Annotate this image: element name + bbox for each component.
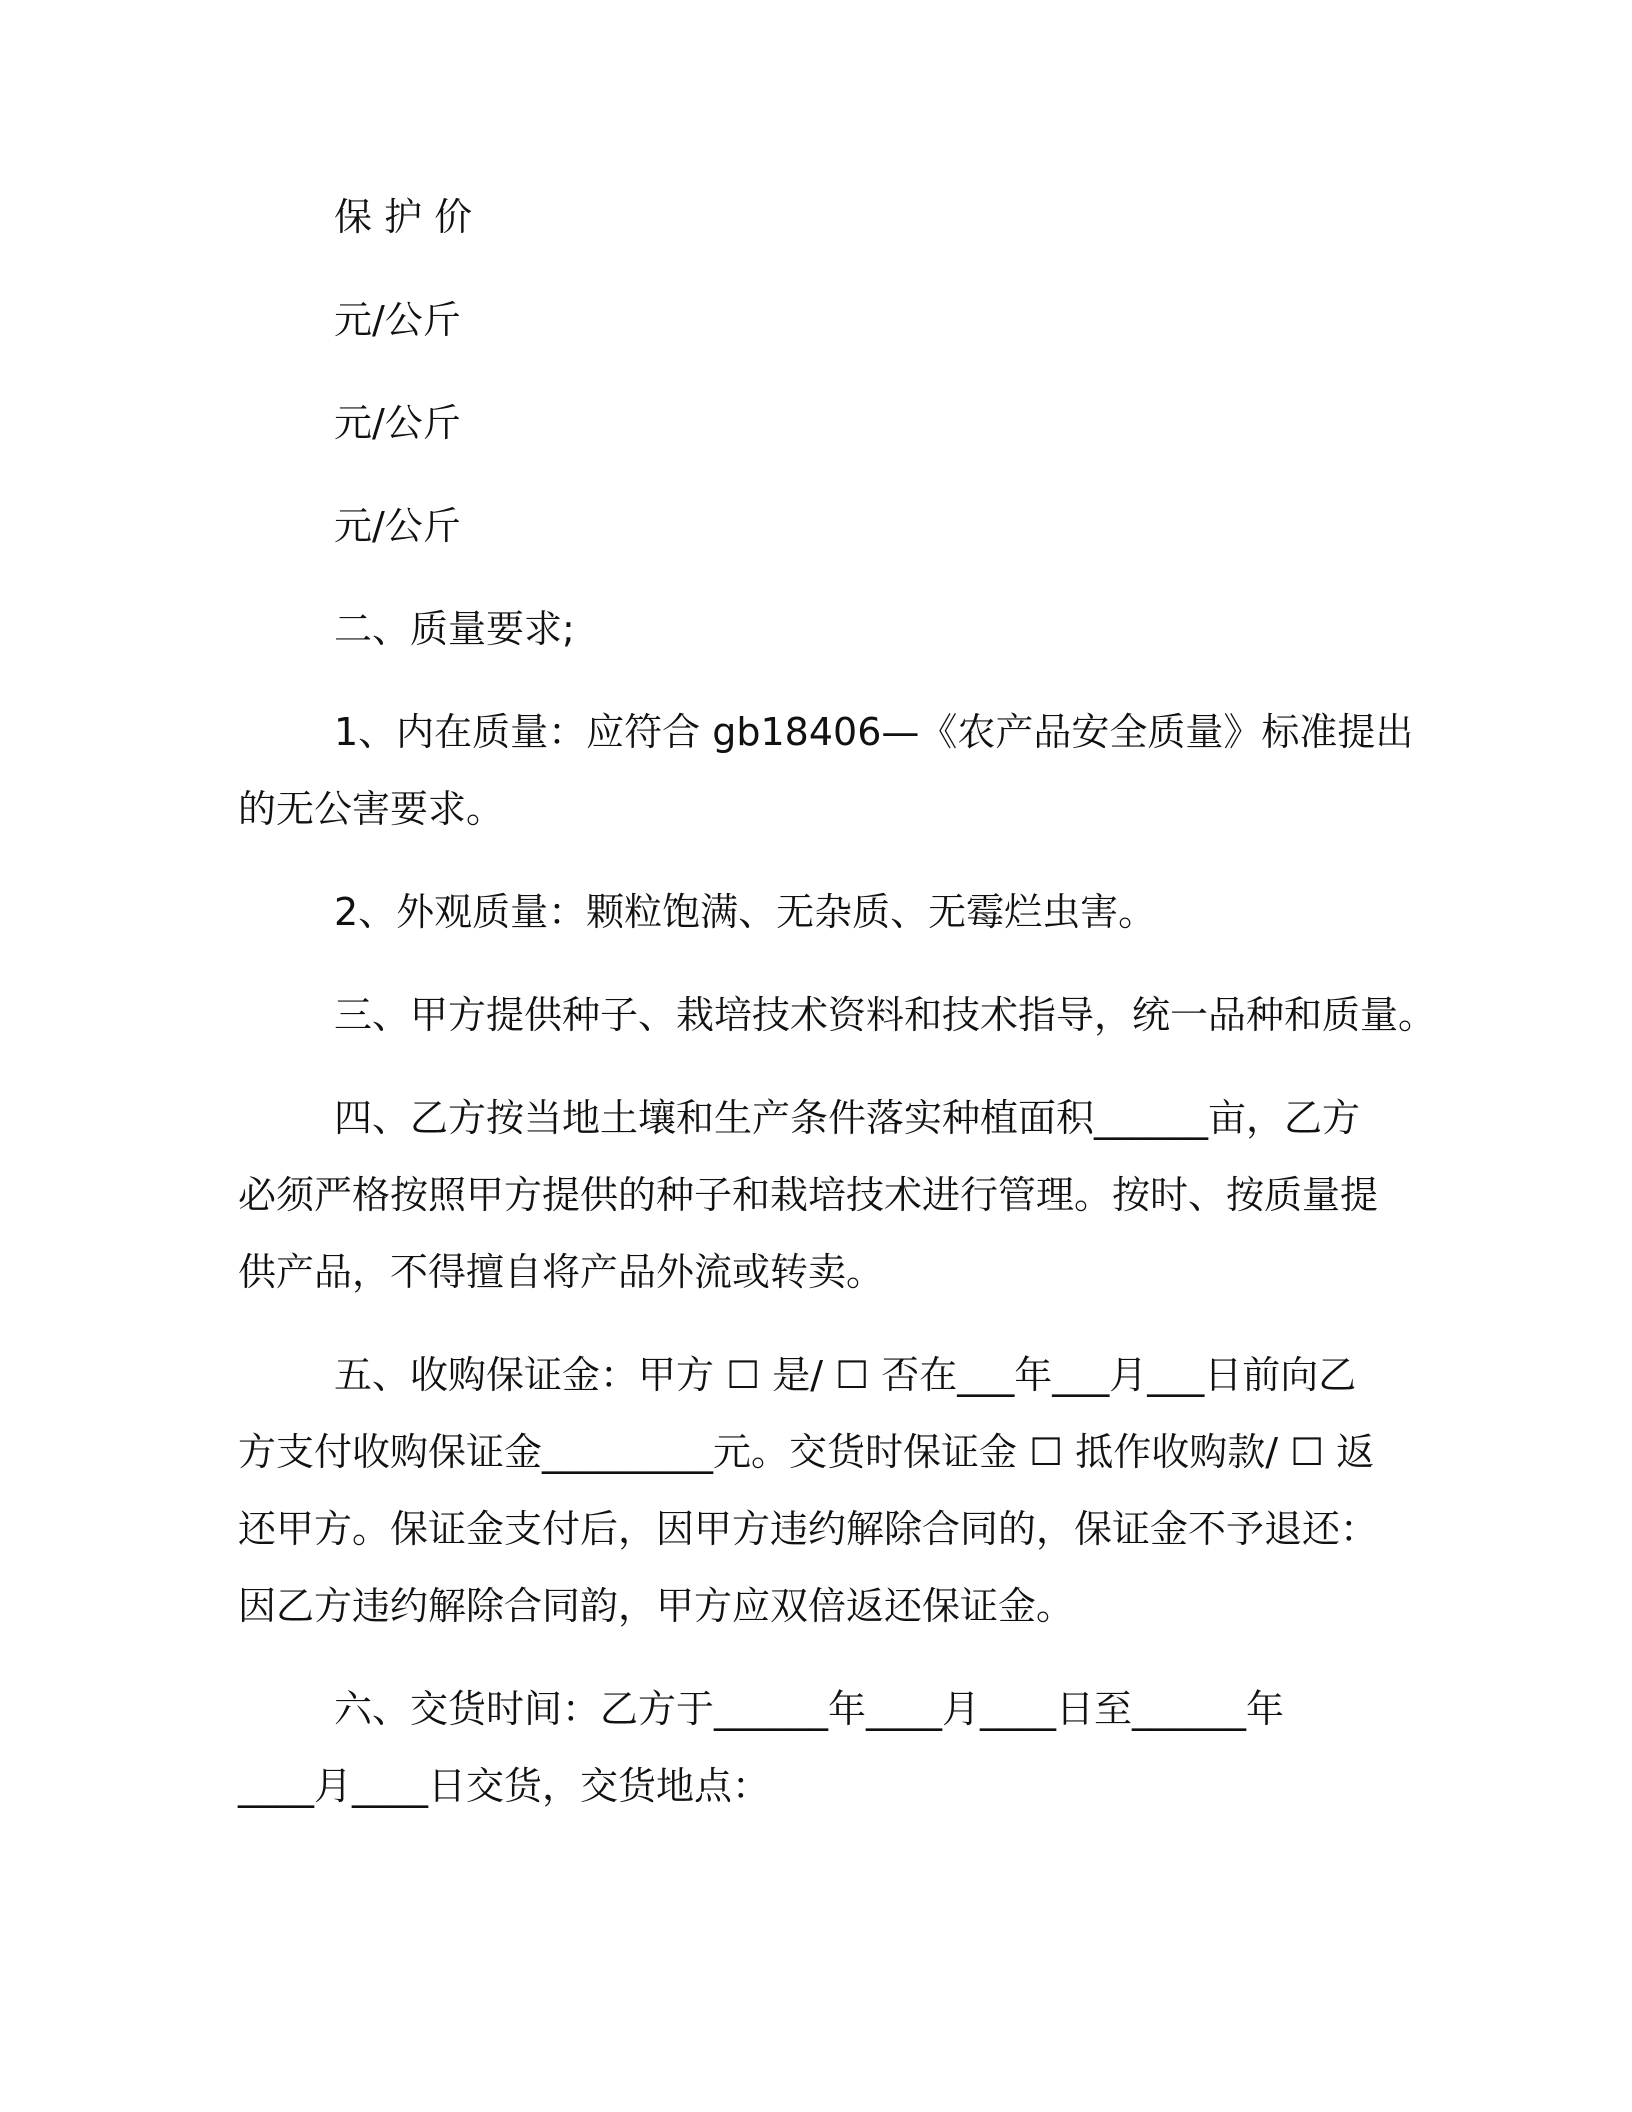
text-line: 供产品，不得擅自将产品外流或转卖。 — [238, 1250, 885, 1294]
section-heading: 六、交货时间：乙方于______年____月____日至______年 — [334, 1687, 1285, 1731]
text-line: 方支付收购保证金_________元。交货时保证金 ☐ 抵作收购款/ ☐ 返 — [238, 1430, 1375, 1474]
text-line: 因乙方违约解除合同韵，甲方应双倍返还保证金。 — [238, 1584, 1075, 1628]
text-line: 保 护 价 — [334, 195, 473, 239]
text-line: 2、外观质量：颗粒饱满、无杂质、无霉烂虫害。 — [334, 890, 1157, 934]
text-line: 必须严格按照甲方提供的种子和栽培技术进行管理。按时、按质量提 — [238, 1173, 1379, 1217]
section-heading: 二、质量要求; — [334, 607, 575, 651]
text-line: 1、内在质量：应符合 gb18406—《农产品安全质量》标准提出 — [334, 710, 1414, 754]
text-line: 还甲方。保证金支付后，因甲方违约解除合同的，保证金不予退还： — [238, 1507, 1379, 1551]
section-heading: 五、收购保证金：甲方 ☐ 是/ ☐ 否在___年___月___日前向乙 — [334, 1353, 1357, 1397]
text-line: 元/公斤 — [334, 401, 461, 445]
text-line: 元/公斤 — [334, 298, 461, 342]
section-heading: 四、乙方按当地土壤和生产条件落实种植面积______亩，乙方 — [334, 1096, 1361, 1140]
text-line: 元/公斤 — [334, 504, 461, 548]
text-line: 的无公害要求。 — [238, 787, 505, 831]
text-line: ____月____日交货，交货地点： — [238, 1764, 771, 1808]
section-heading: 三、甲方提供种子、栽培技术资料和技术指导，统一品种和质量。 — [334, 993, 1437, 1037]
